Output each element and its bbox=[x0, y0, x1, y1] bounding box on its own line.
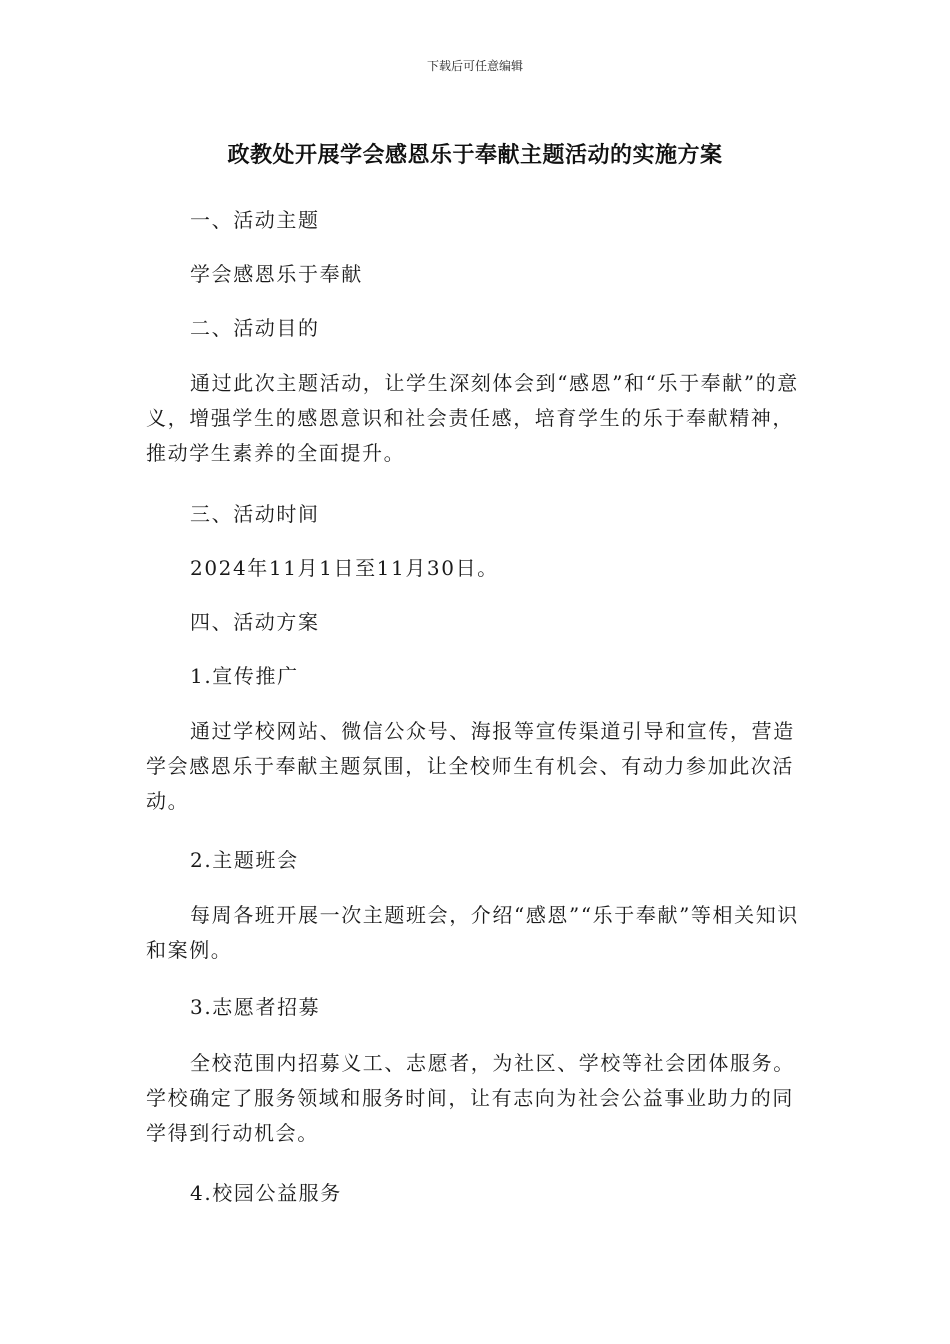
page-title: 政教处开展学会感恩乐于奉献主题活动的实施方案 bbox=[227, 143, 723, 168]
theme-text: 学会感恩乐于奉献 bbox=[190, 262, 363, 286]
section-heading-time: 三、活动时间 bbox=[190, 502, 320, 526]
section-heading-plan: 四、活动方案 bbox=[190, 610, 320, 634]
purpose-paragraph: 通过此次主题活动，让学生深刻体会到“感恩”和“乐于奉献”的意义，增强学生的感恩意识和社会责任感，培育学生的乐于奉献精神，推动学生素养的全面提升。 bbox=[146, 371, 799, 465]
section-heading-purpose: 二、活动目的 bbox=[190, 316, 320, 340]
subheading-promotion: 1.宣传推广 bbox=[190, 664, 299, 688]
promotion-paragraph: 通过学校网站、微信公众号、海报等宣传渠道引导和宣传，营造学会感恩乐于奉献主题氛围，让全校师生有机会、有动力参加此次活动。 bbox=[146, 719, 795, 813]
subheading-volunteer: 3.志愿者招募 bbox=[190, 995, 321, 1019]
header-note: 下载后可任意编辑 bbox=[426, 59, 523, 73]
class-meeting-paragraph: 每周各班开展一次主题班会，介绍“感恩”“乐于奉献”等相关知识和案例。 bbox=[146, 903, 799, 962]
subheading-class-meeting: 2.主题班会 bbox=[190, 848, 299, 872]
time-text: 2024年11月1日至11月30日。 bbox=[190, 556, 499, 580]
subheading-public-service: 4.校园公益服务 bbox=[190, 1181, 342, 1205]
section-heading-theme: 一、活动主题 bbox=[190, 208, 320, 232]
volunteer-paragraph: 全校范围内招募义工、志愿者，为社区、学校等社会团体服务。学校确定了服务领域和服务时间，让有志向为社会公益事业助力的同学得到行动机会。 bbox=[146, 1051, 795, 1145]
